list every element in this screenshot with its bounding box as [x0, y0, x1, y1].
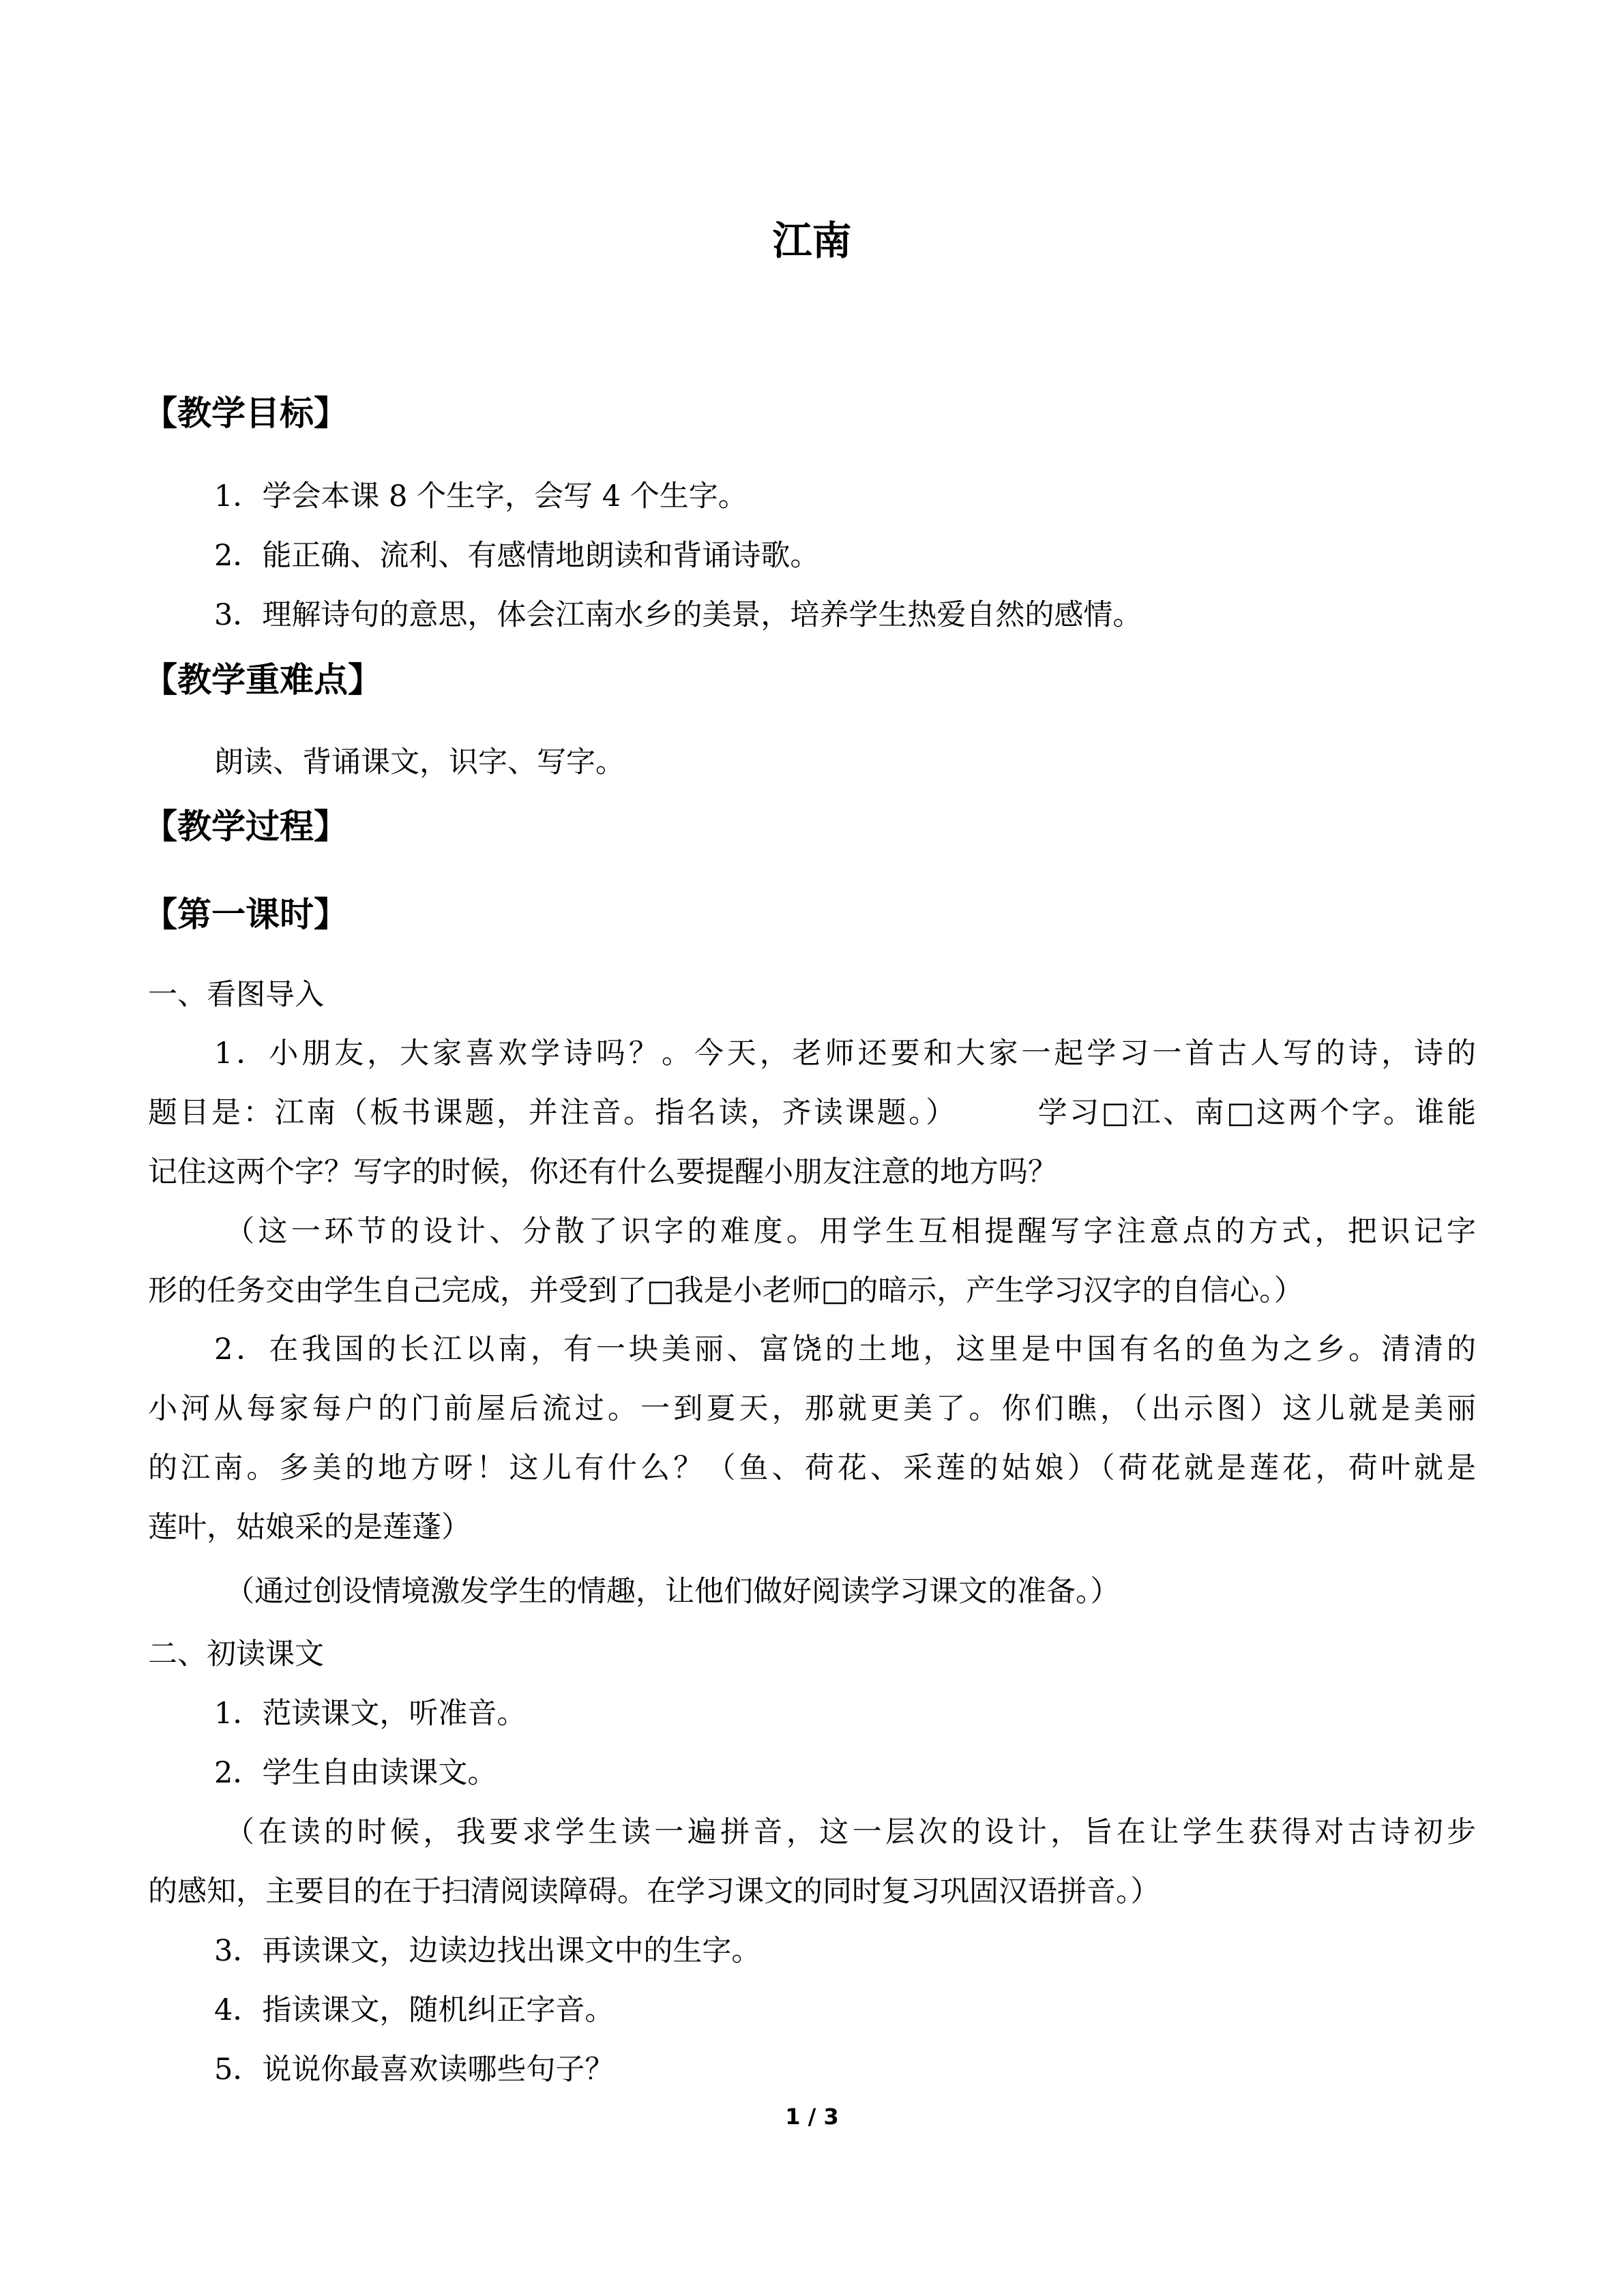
section2-line-4: 的感知，主要目的在于扫清阅读障碍。在学习课文的同时复习巩固汉语拼音。） — [148, 1875, 1160, 1909]
heading-process: 【教学过程】 — [143, 807, 348, 846]
section2-line-1: 1．范读课文，听准音。 — [214, 1697, 527, 1731]
section-title-first-reading: 二、初读课文 — [148, 1637, 324, 1671]
objective-item-2: 2．能正确、流利、有感情地朗读和背诵诗歌。 — [214, 539, 820, 573]
section2-line-2: 2．学生自由读课文。 — [214, 1756, 497, 1790]
section2-line-5: 3．再读课文，边读边找出课文中的生字。 — [214, 1934, 761, 1968]
section1-line-4: （这一环节的设计、分散了识字的难度。用学生互相提醒写字注意点的方式，把识记字 — [225, 1214, 1476, 1249]
section1-line-1: 1．小朋友，大家喜欢学诗吗？。今天，老师还要和大家一起学习一首古人写的诗，诗的 — [214, 1037, 1476, 1071]
document-title: 江南 — [772, 218, 852, 264]
section1-line-2: 题目是：江南（板书课题，并注音。指名读，齐读课题。） 学习□江、南□这两个字。谁能 — [148, 1096, 1476, 1130]
section-title-intro: 一、看图导入 — [148, 978, 324, 1012]
section1-line-3: 记住这两个字？写字的时候，你还有什么要提醒小朋友注意的地方吗？ — [148, 1155, 1057, 1189]
section2-line-7: 5．说说你最喜欢读哪些句子？ — [214, 2053, 615, 2087]
heading-lesson-one: 【第一课时】 — [143, 895, 348, 934]
section1-line-10: （通过创设情境激发学生的情趣，让他们做好阅读学习课文的准备。） — [225, 1575, 1120, 1609]
section1-line-6: 2．在我国的长江以南，有一块美丽、富饶的土地，这里是中国有名的鱼为之乡。清清的 — [214, 1332, 1476, 1367]
page-number: 1 / 3 — [785, 2104, 839, 2130]
heading-key-points: 【教学重难点】 — [143, 660, 382, 700]
section1-line-8: 的江南。多美的地方呀！这儿有什么？（鱼、荷花、采莲的姑娘）（荷花就是莲花，荷叶就是 — [148, 1451, 1476, 1485]
objective-item-1: 1．学会本课 8 个生字，会写 4 个生字。 — [214, 479, 748, 513]
key-points-text: 朗读、背诵课文，识字、写字。 — [214, 745, 625, 779]
objective-item-3: 3．理解诗句的意思，体会江南水乡的美景，培养学生热爱自然的感情。 — [214, 598, 1142, 632]
section1-line-7: 小河从每家每户的门前屋后流过。一到夏天，那就更美了。你们瞧，（出示图）这儿就是美丽 — [148, 1392, 1476, 1426]
section1-line-9: 莲叶，姑娘采的是莲蓬） — [148, 1510, 471, 1545]
section2-line-3: （在读的时候，我要求学生读一遍拼音，这一层次的设计，旨在让学生获得对古诗初步 — [225, 1815, 1476, 1849]
heading-objectives: 【教学目标】 — [143, 393, 348, 433]
section2-line-6: 4．指读课文，随机纠正字音。 — [214, 1993, 615, 2027]
section1-line-5: 形的任务交由学生自己完成，并受到了□我是小老师□的暗示，产生学习汉字的自信心。） — [148, 1274, 1303, 1308]
